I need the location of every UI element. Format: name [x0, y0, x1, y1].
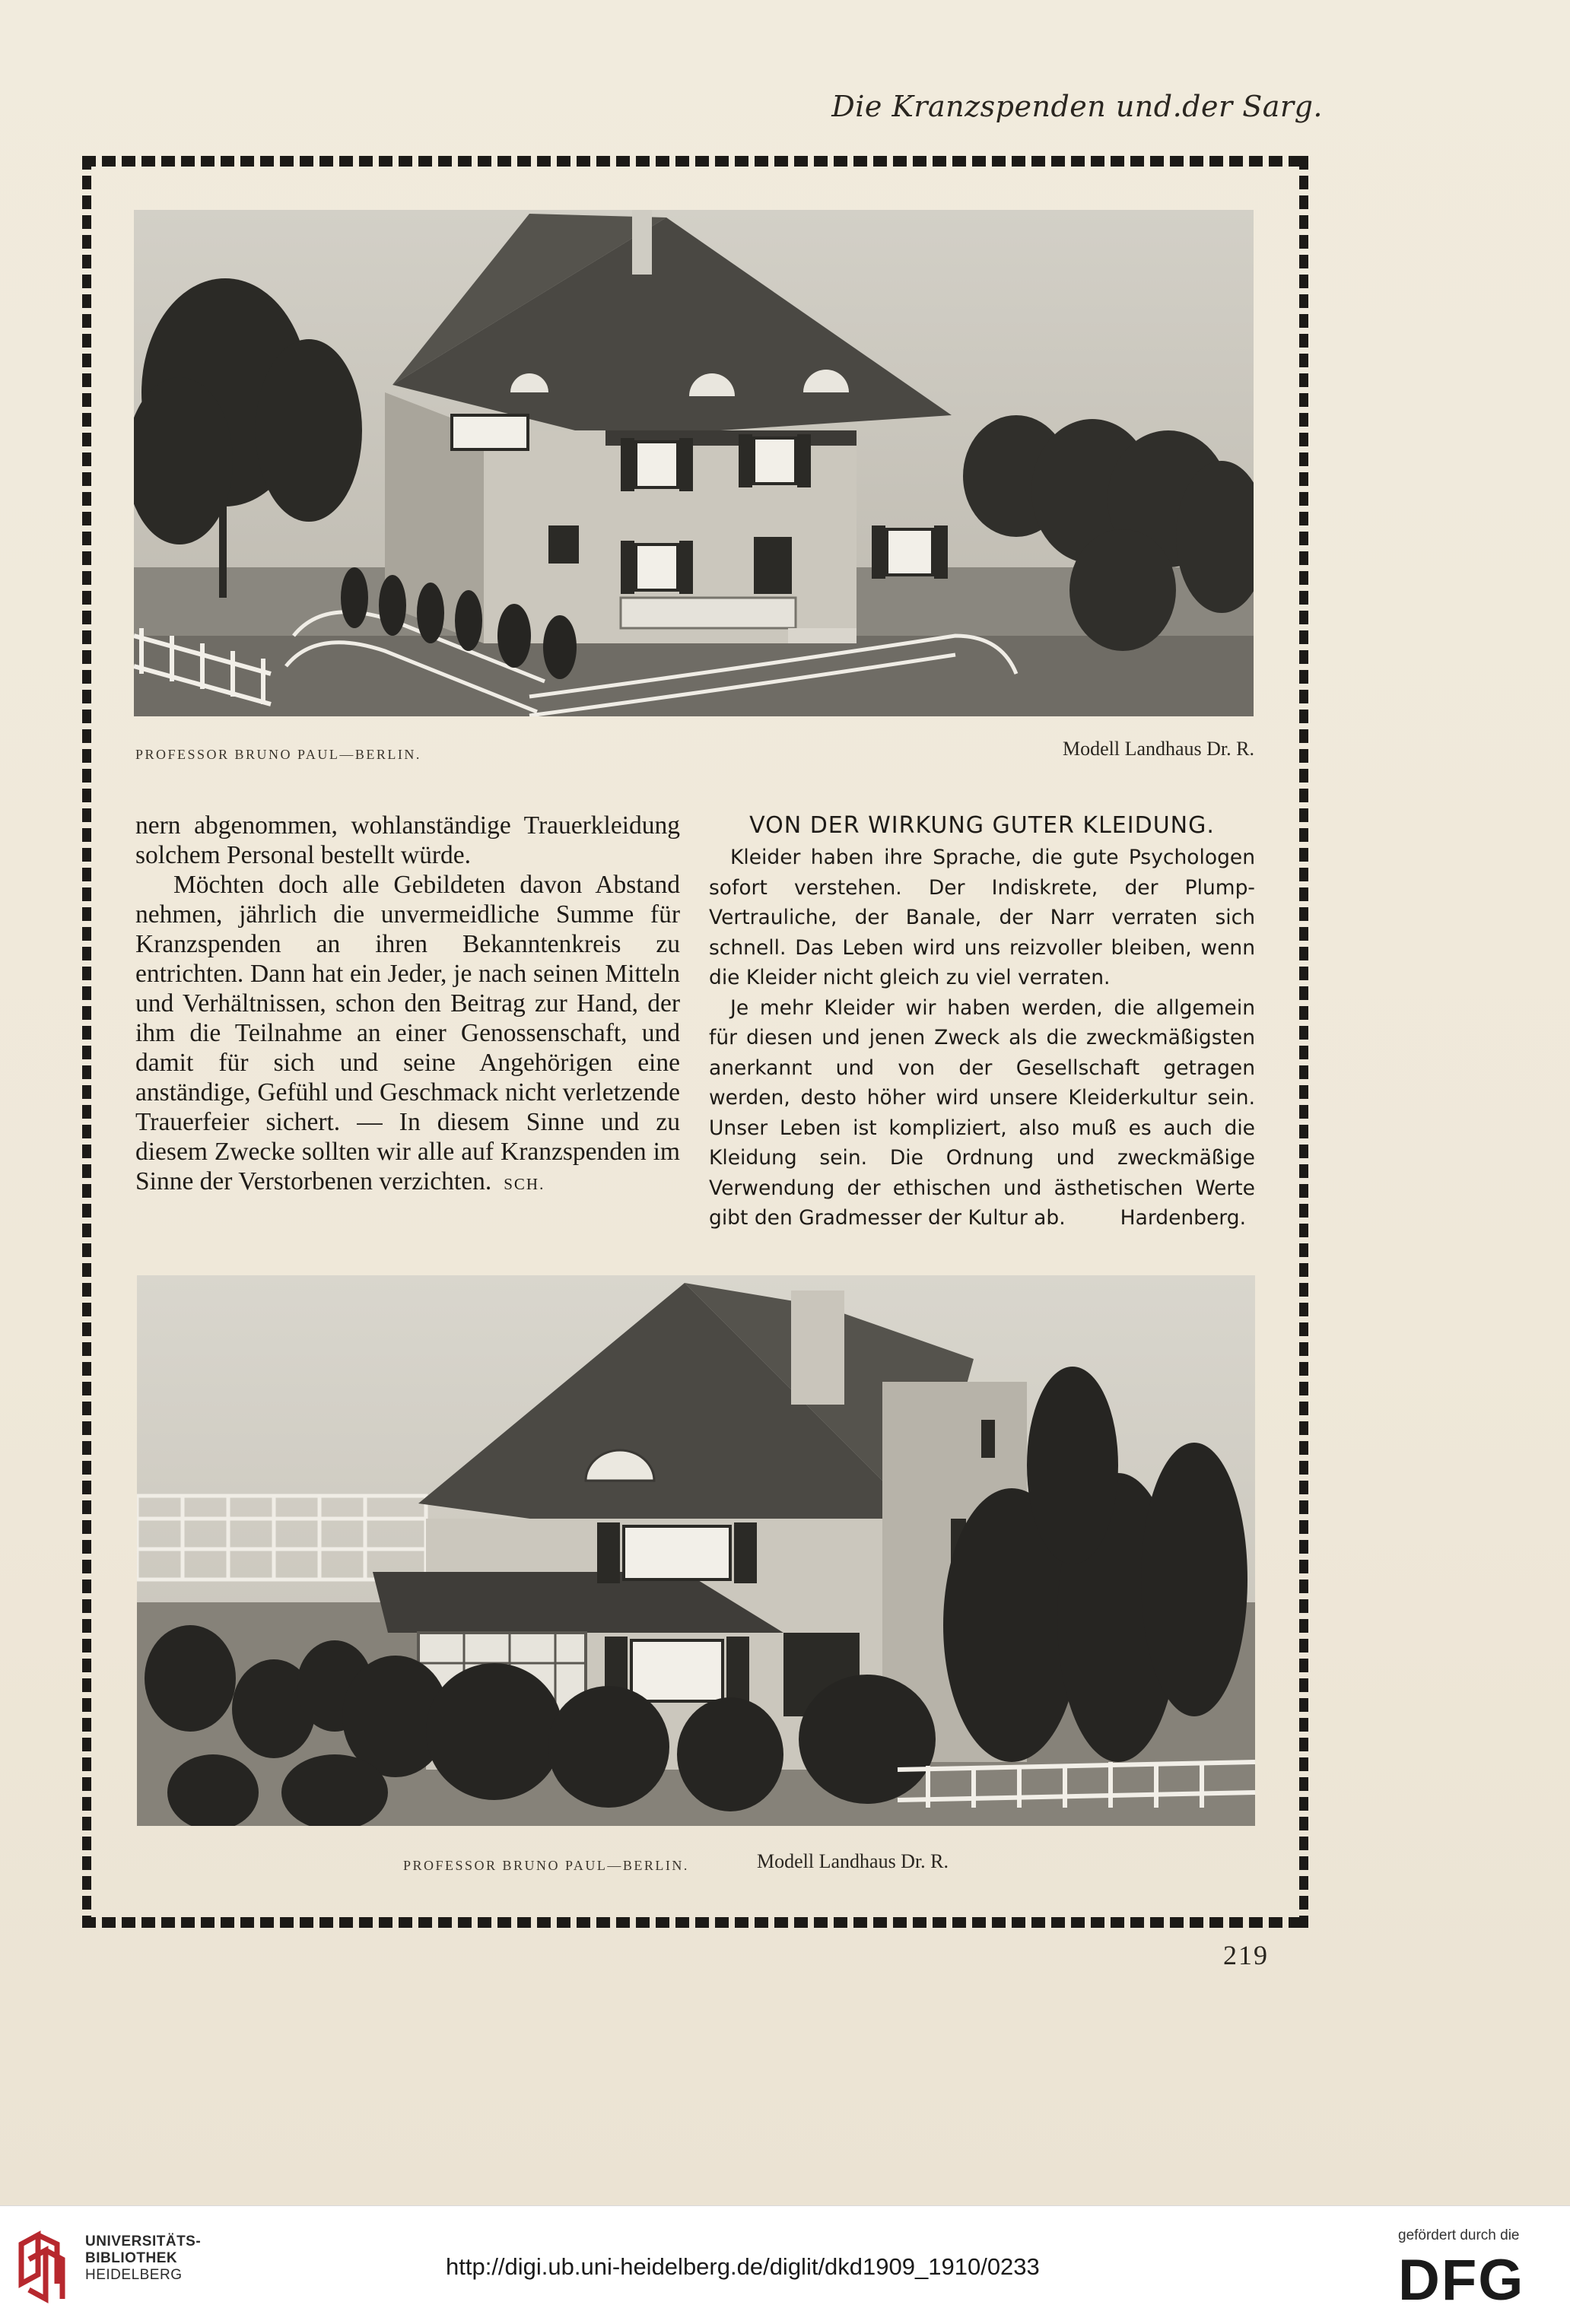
- right-paragraph-2: [709, 993, 1255, 1233]
- figure-2-credit: PROFESSOR BRUNO PAUL—BERLIN.: [403, 1858, 689, 1873]
- right-paragraph-2-text: Je mehr Kleider wir haben werden, die allgemein für diesen und jenen Zweck als die zweckmäßigsten anerkannt und von der Gesellschaft getragen werden, desto höher wird unsere Kleiderkultur sein. Unser Leben ist kompliziert, also muß es auch die Kleidung sein. Die Ordnung und zweckmäßige Verwendung der ethischen und ästhetischen Werte gibt den Gradmesser der Kultur ab.: [709, 995, 1255, 1230]
- figure-1-caption: Modell Landhaus Dr. R.: [1062, 738, 1254, 760]
- left-paragraph-2: [135, 870, 680, 1199]
- author-name: Hardenberg.: [1120, 1206, 1246, 1230]
- border-left: [82, 156, 91, 1928]
- article-heading: VON DER WIRKUNG GUTER KLEIDUNG.: [749, 812, 1215, 839]
- signature: SCH.: [504, 1175, 545, 1193]
- photo-house-model-front: [134, 210, 1254, 716]
- digitization-footer: [0, 2205, 1570, 2324]
- right-paragraph-1: Kleider haben ihre Sprache, die gute Psychologen sofort verstehen. Der Indiskrete, der Plump-Vertrauliche, der Banale, der Narr verraten sich schnell. Das Leben wird uns reizvoller bleiben, wenn die Kleider nicht gleich zu viel verraten.: [709, 846, 1255, 989]
- institution-line-2: BIBLIOTHEK: [85, 2250, 178, 2266]
- figure-1-credit: PROFESSOR BRUNO PAUL—BERLIN.: [135, 747, 421, 762]
- university-library-logo-icon: [15, 2229, 76, 2305]
- dfg-logo: DFG: [1398, 2248, 1525, 2313]
- left-paragraph-1: nern abgenommen, wohlanständige Trauerkleidung solchem Personal bestellt würde.: [135, 811, 680, 869]
- border-top: [82, 156, 1308, 167]
- figure-2-caption: Modell Landhaus Dr. R.: [757, 1850, 949, 1872]
- institution-line-1: UNIVERSITÄTS-: [85, 2234, 202, 2249]
- permalink-url[interactable]: http://digi.ub.uni-heidelberg.de/diglit/dkd1909_1910/0233: [446, 2253, 1040, 2280]
- funding-note: gefördert durch die: [1398, 2227, 1520, 2243]
- border-bottom: [82, 1917, 1308, 1928]
- border-right: [1299, 156, 1308, 1928]
- photo-house-model-side: [137, 1275, 1255, 1826]
- right-text-column: [709, 811, 1255, 1233]
- left-text-column: [135, 811, 680, 1199]
- left-paragraph-2-text: Möchten doch alle Gebildeten davon Abstand nehmen, jährlich die unvermeidliche Summe für Kranzspenden an ihren Bekanntenkreis zu entrichten. Dann hat ein Jeder, je nach seinen Mitteln und Verhältnissen, schon den Beitrag zur Hand, der ihm die Teilnahme an einer Genossenschaft, und damit für sich und seine Angehörigen eine anständige, Gefühl und Geschmack nicht verletzende Trauerfeier sichert. — In diesem Sinne und zu diesem Zwecke sollten wir alle auf Kranzspenden im Sinne der Verstorbenen verzichten.: [135, 871, 680, 1195]
- institution-line-3: HEIDELBERG: [85, 2267, 183, 2283]
- institution-name: [85, 2234, 201, 2284]
- page-number: 219: [1223, 1940, 1269, 1970]
- running-title: Die Kranzspenden und.der Sarg.: [831, 90, 1323, 123]
